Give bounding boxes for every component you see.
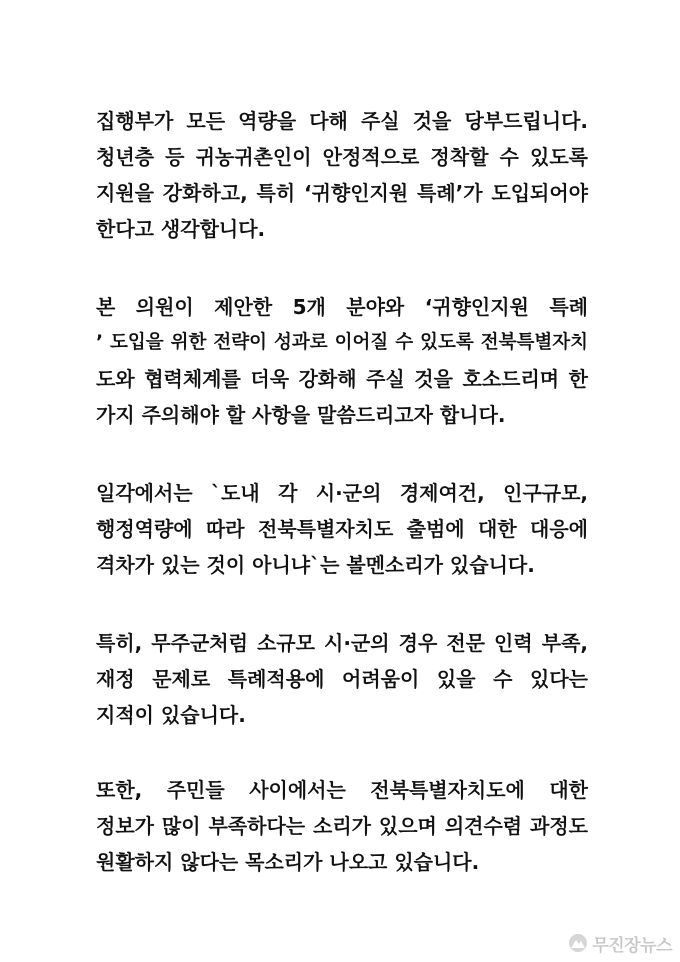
text-line: 일각에서는 `도내 각 시·군의 경제여건, 인구규모, xyxy=(96,481,588,505)
text-line: 청년층 등 귀농귀촌인이 안정적으로 정착할 수 있도록 xyxy=(96,145,588,169)
text-line: 한다고 생각합니다. xyxy=(96,217,266,241)
text-line: 특히, 무주군처럼 소규모 시·군의 경우 전문 인력 부족, xyxy=(96,631,588,655)
text-line: 지원을 강화하고, 특히 ‘귀향인지원 특례’가 도입되어야 xyxy=(96,181,588,205)
text-line: 재정 문제로 특례적용에 어려움이 있을 수 있다는 xyxy=(96,667,588,691)
text-line: 도와 협력체계를 더욱 강화해 주실 것을 호소드리며 한 xyxy=(96,367,588,391)
paragraph-3 xyxy=(96,475,588,583)
text-line: 행정역량에 따라 전북특별자치도 출범에 대한 대응에 xyxy=(96,517,588,541)
paragraph-4 xyxy=(96,625,588,733)
text-line: 격차가 있는 것이 아니냐`는 볼멘소리가 있습니다. xyxy=(96,553,535,577)
text-line: 지적이 있습니다. xyxy=(96,703,246,727)
text-line: 원활하지 않다는 목소리가 나오고 있습니다. xyxy=(96,850,480,874)
text-line: ’ 도입을 위한 전략이 성과로 이어질 수 있도록 전북특별자치 xyxy=(96,332,588,353)
mountain-logo-icon xyxy=(568,933,588,953)
text-line: 또한, 주민들 사이에서는 전북특별자치도에 대한 xyxy=(96,778,588,802)
watermark-text: 무진장뉴스 xyxy=(592,935,672,956)
text-line: 가지 주의해야 할 사항을 말씀드리고자 합니다. xyxy=(96,403,506,427)
watermark xyxy=(568,930,672,956)
paragraph-1 xyxy=(96,103,588,247)
text-line: 정보가 많이 부족하다는 소리가 있으며 의견수렴 과정도 xyxy=(96,814,588,838)
paragraph-5 xyxy=(96,772,588,880)
paragraph-2 xyxy=(96,289,588,433)
text-line: 본 의원이 제안한 5개 분야와 ‘귀향인지원 특례 xyxy=(96,295,588,319)
text-line: 집행부가 모든 역량을 다해 주실 것을 당부드립니다. xyxy=(96,109,588,133)
